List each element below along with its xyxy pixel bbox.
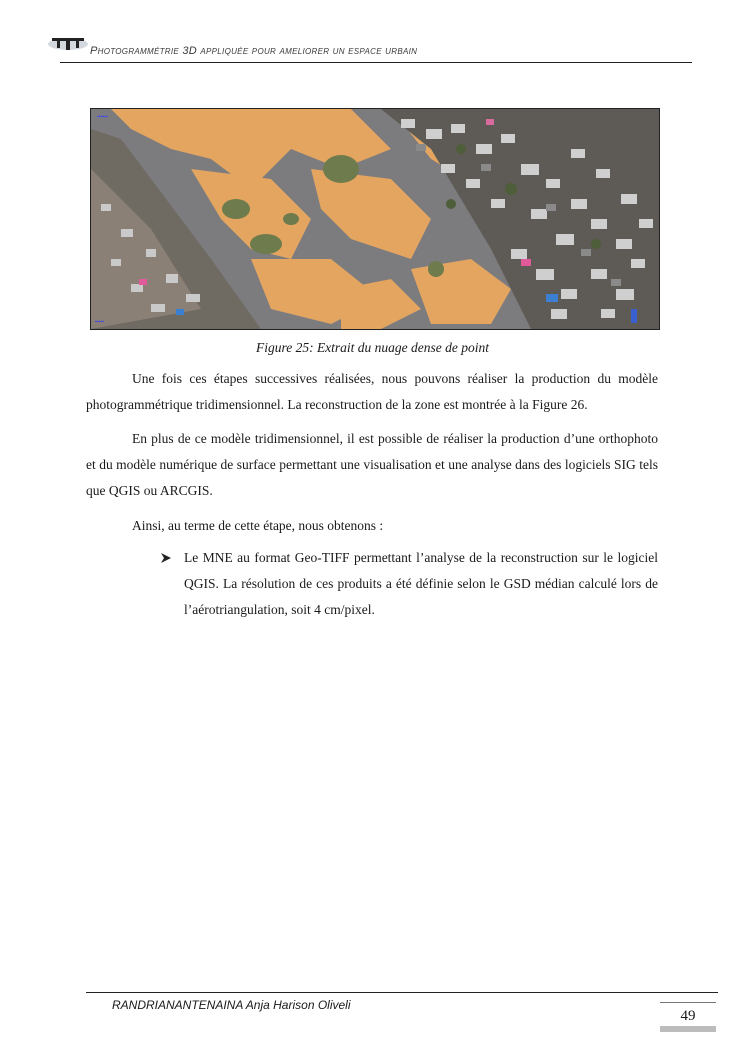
paragraph: Ainsi, au terme de cette étape, nous obtenons : xyxy=(132,518,384,533)
paragraph: En plus de ce modèle tridimensionnel, il est possible de réaliser la production d’une orthophoto et du modèle numérique de surface permettant une visualisation et une analyse dans des logiciels SIG tels que QGIS ou ARCGIS. xyxy=(86,431,658,498)
header-divider xyxy=(60,62,692,63)
page-number-box xyxy=(660,1002,716,1032)
footer-author: RANDRIANANTENAINA Anja Harison Oliveli xyxy=(112,998,351,1012)
header-title: Photogrammétrie 3D appliquée pour ameliorer un espace urbain xyxy=(90,45,418,57)
footer-divider xyxy=(86,992,718,993)
list-item xyxy=(160,545,658,623)
point-cloud-image xyxy=(91,109,659,329)
paragraph: Une fois ces étapes successives réalisées, nous pouvons réaliser la production du modèle photogrammétrique tridimensionnel. La reconstruction de la zone est montrée à la Figure 26. xyxy=(86,371,658,412)
figure-caption: Figure 25: Extrait du nuage dense de point xyxy=(255,340,490,355)
arrow-bullet-icon xyxy=(160,552,172,564)
figure-tag-bottom: ▪▪▪▪▪ xyxy=(95,319,104,325)
page-number-bar xyxy=(660,1026,716,1032)
list-item-text: Le MNE au format Geo-TIFF permettant l’analyse de la reconstruction sur le logiciel QGIS. La résolution de ces produits a été définie selon le GSD médian calculé lors de l’aérotriangulation, soit 4 cm/pixel. xyxy=(184,550,658,617)
drone-icon xyxy=(46,32,90,54)
figure-tag-top: ▪▪▪▪▪▪ xyxy=(97,114,108,120)
page-number: 49 xyxy=(680,1008,696,1024)
dense-point-cloud-figure xyxy=(90,108,660,330)
page-number-rule xyxy=(660,1002,716,1003)
